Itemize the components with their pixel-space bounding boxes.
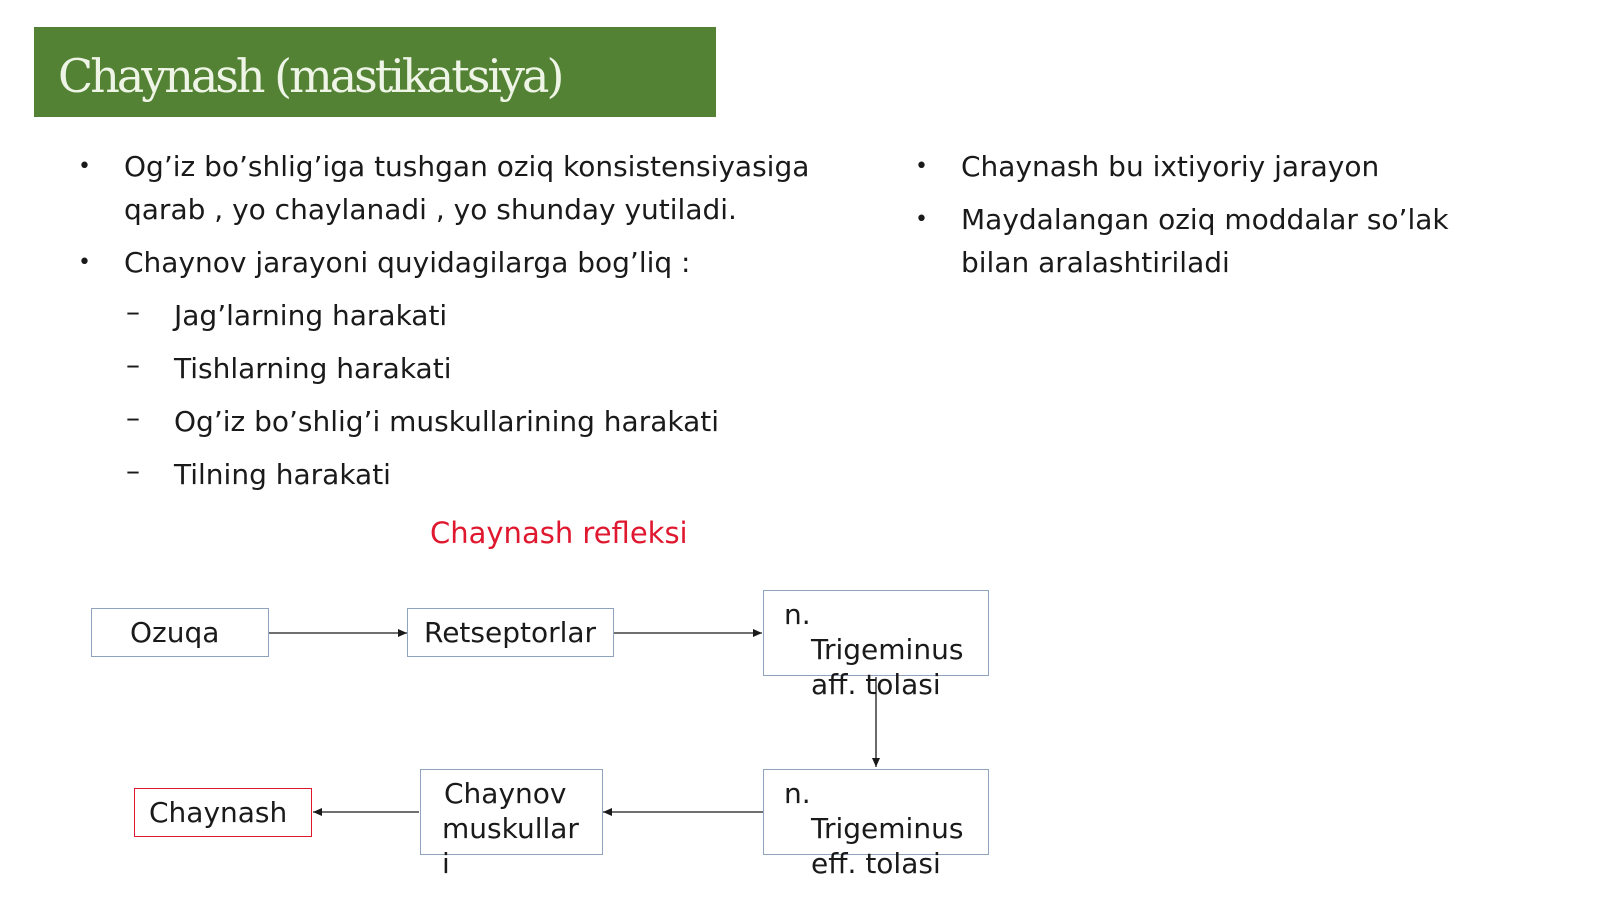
bullet-text-line: Chaynov jarayoni quyidagilarga bog’liq : [124, 246, 691, 279]
bullet-text-line: Og’iz bo’shlig’iga tushgan oziq konsistensiyasiga [124, 150, 810, 183]
node-ozuqa [91, 608, 269, 657]
node-label: Retseptorlar [424, 616, 597, 649]
bullet-item [915, 145, 1475, 188]
dash-icon: – [126, 401, 140, 434]
bullet-item [78, 241, 858, 284]
node-label: Ozuqa [130, 616, 220, 649]
bullet-text-line: Chaynash bu ixtiyoriy jarayon [961, 150, 1380, 183]
bullet-item [78, 145, 858, 231]
sub-item [78, 347, 858, 390]
node-chaynov-muskullari [420, 769, 603, 880]
node-label: muskullar [442, 812, 579, 845]
sub-item [78, 453, 858, 496]
sub-item-text: Tilning harakati [174, 458, 391, 491]
bullet-icon: • [915, 154, 928, 179]
bullet-text-line: Maydalangan oziq moddalar so’lak [961, 203, 1449, 236]
left-column [78, 145, 858, 506]
dash-icon: – [126, 295, 140, 328]
sub-item-text: Jag’larning harakati [174, 299, 448, 332]
sub-item [78, 294, 858, 337]
sub-item-text: Tishlarning harakati [174, 352, 452, 385]
title-bar [34, 27, 716, 117]
right-column [915, 145, 1475, 294]
node-label: aff. tolasi [811, 668, 941, 701]
bullet-icon: • [915, 207, 928, 232]
node-label: Chaynash [149, 796, 288, 829]
node-label: Trigeminus [811, 633, 964, 666]
node-chaynash [134, 788, 312, 837]
slide-title: Chaynash (mastikatsiya) [58, 49, 562, 103]
bullet-text-line: qarab , yo chaylanadi , yo shunday yutiladi. [124, 193, 737, 226]
node-label: n. [784, 598, 811, 631]
dash-icon: – [126, 348, 140, 381]
node-label: Trigeminus [811, 812, 964, 845]
bullet-icon: • [78, 154, 91, 179]
sub-item [78, 400, 858, 443]
node-efferent-nerve [763, 769, 989, 880]
node-label: i [442, 847, 450, 880]
node-label: eff. tolasi [811, 847, 941, 880]
bullet-text-line: bilan aralashtiriladi [961, 246, 1230, 279]
node-afferent-nerve [763, 590, 989, 701]
node-label: Chaynov [444, 777, 567, 810]
node-retseptorlar [407, 608, 614, 657]
diagram-title: Chaynash refleksi [430, 516, 688, 550]
node-label: n. [784, 777, 811, 810]
sub-item-text: Og’iz bo’shlig’i muskullarining harakati [174, 405, 720, 438]
bullet-icon: • [78, 250, 91, 275]
dash-icon: – [126, 454, 140, 487]
bullet-item [915, 198, 1475, 284]
